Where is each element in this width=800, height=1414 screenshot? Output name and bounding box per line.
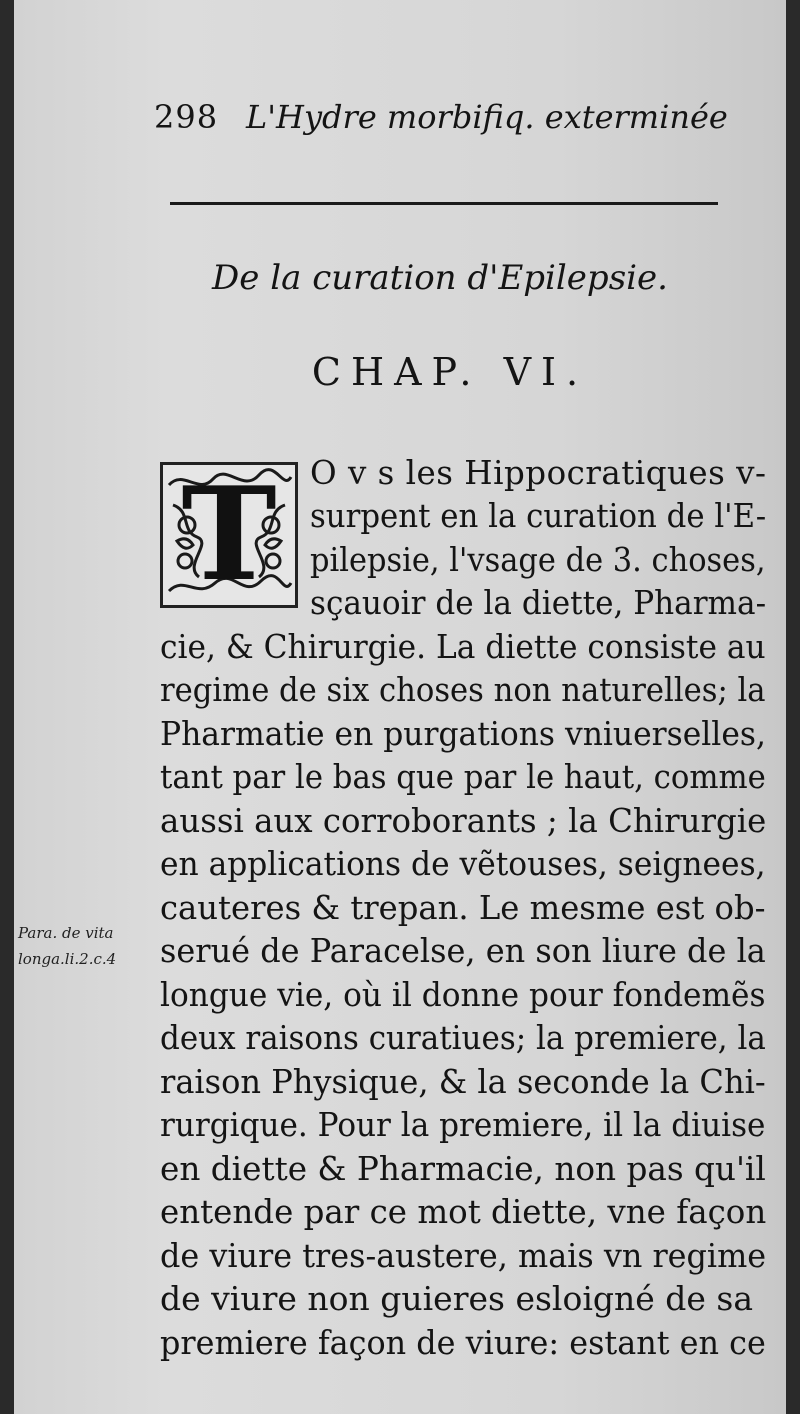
- text-line: entende par ce mot diette, vne façon: [160, 1192, 767, 1231]
- text-line: regime de six choses non naturelles; la: [160, 670, 766, 709]
- text-line: longue vie, où il donne pour fondemẽs: [160, 975, 766, 1014]
- chapter-heading: CHAP. VI.: [311, 350, 589, 394]
- text-line: serué de Paracelse, en son liure de la: [160, 931, 766, 970]
- margin-note-line: longa.li.2.c.4: [18, 950, 117, 968]
- text-line: de viure tres-austere, mais vn regime: [160, 1236, 767, 1275]
- text-line: raison Physique, & la seconde la Chi-: [160, 1062, 766, 1101]
- margin-note: [18, 920, 116, 972]
- running-title: L'Hydre morbifiq. exterminée: [246, 98, 728, 136]
- text-line: O v s les Hippocratiques v-: [310, 453, 767, 492]
- text-line: Pharmatie en purgations vniuerselles,: [160, 714, 766, 753]
- text-line: de viure non guieres esloigné de sa: [160, 1279, 754, 1318]
- text-line: aussi aux corroborants ; la Chirurgie: [160, 801, 767, 840]
- page-header: [154, 92, 774, 144]
- book-page: [14, 0, 786, 1414]
- text-line: tant par le bas que par le haut, comme: [160, 757, 766, 796]
- header-rule: [170, 202, 718, 205]
- section-title: De la curation d'Epilepsie.: [212, 258, 668, 298]
- page-number: 298: [154, 98, 219, 136]
- text-line: surpent en la curation de l'E-: [310, 496, 767, 535]
- text-line: rurgique. Pour la premiere, il la diuise: [160, 1105, 766, 1144]
- text-line: cie, & Chirurgie. La diette consiste au: [160, 627, 766, 666]
- initial-letter: T: [181, 462, 277, 608]
- text-line: premiere façon de viure: estant en ce: [160, 1323, 766, 1362]
- text-line: en applications de vẽtouses, seignees,: [160, 844, 766, 883]
- margin-note-line: Para. de vita: [18, 924, 114, 942]
- text-line: deux raisons curatiues; la premiere, la: [160, 1018, 766, 1057]
- decorated-initial: [160, 462, 298, 608]
- text-line: pilepsie, l'vsage de 3. choses,: [310, 540, 766, 579]
- text-line: cauteres & trepan. Le mesme est ob-: [160, 888, 766, 927]
- text-line: sçauoir de la diette, Pharma-: [310, 583, 767, 622]
- text-line: en diette & Pharmacie, non pas qu'il: [160, 1149, 766, 1188]
